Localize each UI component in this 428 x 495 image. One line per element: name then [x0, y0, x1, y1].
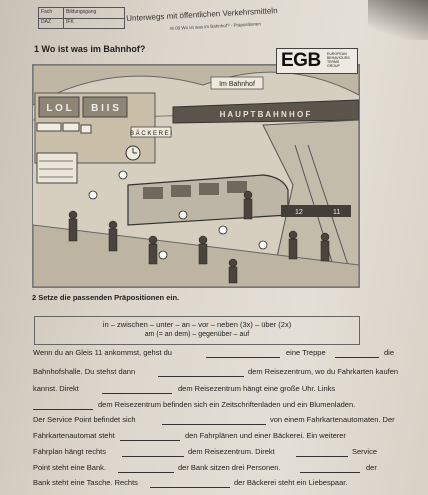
header-divider: [39, 18, 124, 19]
text-line-6-part-1: Fahrkartenautomat steht: [33, 431, 115, 440]
word-bank-box: [34, 316, 360, 345]
text-line-6-part-2: den Fahrplänen und einer Bäckerei. Ein weiterer: [185, 431, 346, 440]
blank-5[interactable]: [33, 409, 93, 410]
text-line-3-part-1: kannst. Direkt: [33, 384, 79, 393]
blank-7[interactable]: [120, 440, 180, 441]
word-bank-line-1: in – zwischen – unter – an – vor – neben (3x) – über (2x): [102, 320, 292, 329]
logo-text: EGB: [281, 50, 321, 71]
text-line-1-part-2: eine Treppe: [286, 348, 326, 357]
baeckerei-sign: B Ä C K E R E I: [129, 131, 173, 137]
station-illustration: [32, 64, 360, 288]
hauptbahnhof-sign: H A U P T B A H N H O F: [219, 110, 311, 119]
text-line-8-part-2: der Bank sitzen drei Personen.: [178, 463, 281, 472]
platform-12-sign: 12: [295, 209, 303, 216]
header-col1-row1: Fach: [41, 9, 53, 15]
im-bahnhof-sign: Im Bahnhof: [219, 81, 255, 88]
text-line-1-part-3: die: [384, 348, 395, 357]
lol-sign: L O L: [46, 103, 72, 114]
text-line-8-part-1: Point steht eine Bank.: [33, 463, 106, 472]
text-line-9-part-1: Bank steht eine Tasche. Rechts: [33, 478, 138, 487]
text-line-4: dem Reisezentrum befinden sich ein Zeitschriftenladen und ein Blumenladen.: [98, 400, 356, 409]
platform-11-sign: 11: [333, 209, 341, 216]
word-bank-line-2: am (= an dem) – gegenüber – auf: [144, 331, 250, 338]
blank-2[interactable]: [335, 357, 379, 358]
header-col1-row2: DAZ: [41, 19, 51, 25]
header-table: [38, 7, 125, 29]
blank-1[interactable]: [206, 357, 280, 358]
blank-6[interactable]: [162, 424, 266, 425]
task2-heading: 2 Setze die passenden Präpositionen ein.: [32, 293, 180, 302]
egb-logo: [276, 48, 358, 74]
worksheet-subtitle: M 09 Wo ist was im Bahnhof? - Präpositionen: [170, 21, 262, 31]
blank-11[interactable]: [300, 472, 360, 473]
blank-9[interactable]: [296, 456, 348, 457]
header-col2-row2: IFK: [66, 19, 74, 25]
task1-heading: 1 Wo ist was im Bahnhof?: [34, 44, 146, 54]
text-line-5-part-1: Der Service Point befindet sich: [33, 415, 136, 424]
text-line-7-part-1: Fahrplan hängt rechts: [33, 447, 106, 456]
blank-4[interactable]: [102, 393, 172, 394]
page-shadow: [368, 0, 428, 40]
text-line-7-part-2: dem Reisezentrum. Direkt: [188, 447, 275, 456]
text-line-7-part-3: Service: [352, 447, 378, 456]
text-line-3-part-2: dem Reisezentrum hängt eine große Uhr. Links: [178, 384, 336, 393]
header-col2-row1: Bildungsgang: [66, 9, 97, 15]
blank-8[interactable]: [122, 456, 184, 457]
blank-3[interactable]: [158, 376, 244, 377]
blank-12[interactable]: [150, 487, 230, 488]
text-line-9-part-2: der Bäckerei steht ein Liebespaar.: [234, 478, 348, 487]
text-line-2-part-1: Bahnhofshalle. Du stehst dann: [33, 367, 136, 376]
biis-sign: B I I S: [91, 103, 119, 114]
text-line-8-part-3: der: [366, 463, 377, 472]
blank-10[interactable]: [118, 472, 174, 473]
worksheet-title: Unterwegs mit öffentlichen Verkehrsmitteln: [126, 6, 278, 23]
text-line-1-part-1: Wenn du an Gleis 11 ankommst, gehst du: [33, 348, 172, 357]
logo-small-text: EUROPEAN BEHAVIOURS TERMS GROUP: [327, 52, 350, 68]
text-line-5-part-2: von einem Fahrkartenautomaten. Der: [270, 415, 395, 424]
text-line-2-part-2: dem Reisezentrum, wo du Fahrkarten kaufen: [248, 367, 399, 376]
